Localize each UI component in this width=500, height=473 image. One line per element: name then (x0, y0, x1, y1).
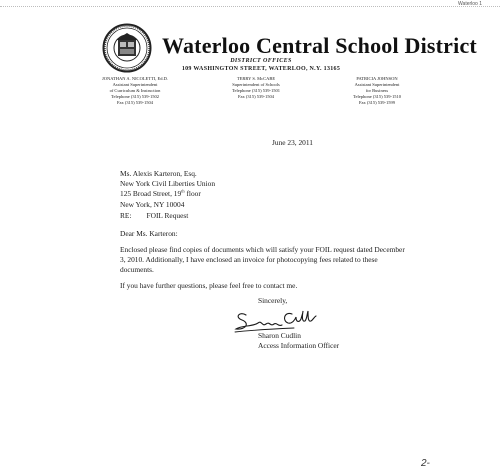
officer-fax: Fax (315) 539-1599 (359, 100, 395, 106)
officer-fax: Fax (315) 539-1504 (117, 100, 153, 106)
scan-top-rule (0, 6, 500, 7)
salutation: Dear Ms. Karteron: (120, 229, 178, 238)
officer-phone: Telephone (315) 539-1501 (232, 88, 280, 94)
recipient-city: New York, NY 10004 (120, 199, 185, 209)
signer-name: Sharon Cudlin (258, 331, 301, 340)
officer-block-curriculum (75, 76, 195, 106)
recipient-street: 125 Broad Street, 19th floor (120, 188, 201, 199)
body-line: documents. (120, 265, 154, 275)
officer-block-business (317, 76, 437, 106)
closing-paragraph: If you have further questions, please feel free to contact me. (120, 281, 298, 290)
re-subject: FOIL Request (146, 211, 189, 220)
body-paragraph (120, 245, 405, 276)
officer-title: Assistant Superintendent (354, 82, 400, 88)
recipient-address (120, 169, 215, 210)
recipient-org: New York Civil Liberties Union (120, 179, 216, 189)
officer-title: for Business (365, 88, 389, 94)
officer-name: TERRY S. McCABE (236, 76, 276, 81)
district-seal-logo (102, 23, 152, 73)
district-subtitle: DISTRICT OFFICES (230, 58, 292, 64)
sign-off: Sincerely, (258, 296, 288, 305)
letter-date: June 23, 2011 (272, 138, 313, 147)
recipient-name: Ms. Alexis Karteron, Esq. (120, 169, 197, 178)
district-title: Waterloo Central School District (162, 33, 477, 58)
officer-title: Superintendent of Schools (232, 82, 280, 88)
re-line (120, 211, 188, 221)
officer-title: of Curriculum & Instruction (109, 88, 161, 94)
page-label: Waterloo 1 (458, 1, 482, 7)
officer-name: JONATHAN A. NICOLETTI, Ed.D. (101, 76, 169, 81)
officer-phone: Telephone (315) 539-1502 (111, 94, 159, 100)
officer-block-superintendent (196, 76, 316, 100)
re-label: RE: (120, 211, 132, 220)
officer-title: Assistant Superintendent (112, 82, 158, 88)
body-line: Enclosed please find copies of documents which will satisfy your FOIL request dated December (120, 245, 405, 254)
signer-title: Access Information Officer (258, 341, 340, 351)
officer-fax: Fax (315) 539-1504 (238, 94, 274, 100)
signer-block (258, 331, 339, 351)
officer-phone: Telephone (315) 539-1510 (353, 94, 401, 100)
body-line: 3, 2010. Additionally, I have enclosed an invoice for photocopying fees related to these (120, 255, 378, 265)
officer-name: PATRICIA JOHNSON (356, 76, 398, 81)
page-mark: 2- (421, 458, 430, 469)
district-address: 109 WASHINGTON STREET, WATERLOO, N.Y. 13165 (181, 66, 341, 72)
